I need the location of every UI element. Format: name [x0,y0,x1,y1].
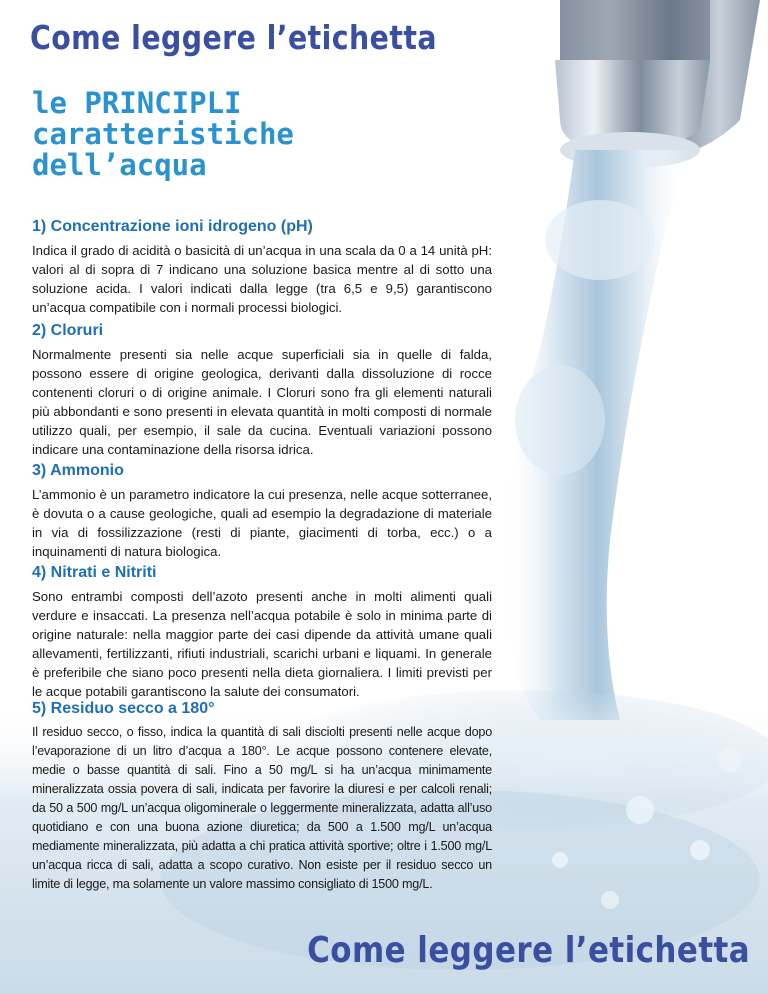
section-cloruri [32,322,492,459]
section-title: 4) Nitrati e Nitriti [32,564,157,581]
section-text: L’ammonio è un parametro indicatore la cui presenza, nelle acque sotterranee, è dovuta o a cause geologiche, quali ad esempio la degradazione di materiale in via di fossilizzazione (resti di piante, giacimenti di torba, ecc.) o a inquinamenti di natura biologica. [32,487,492,559]
section-text: Il residuo secco, o fisso, indica la quantità di sali disciolti presenti nelle acque dopo l’evaporazione di un litro d’acqua a 180°. Le acque possono contenere elevate, medie o basse quantità di sali. Fino a 50 mg/L si ha un’acqua minimamente mineralizzata ossia povera di sali, indicata per favorire la diuresi e per calcoli renali; da 50 a 500 mg/L un’acqua oligominerale o leggermente mineralizzata, adatta all’uso quotidiano e con una buona azione diuretica; da 500 a 1.500 mg/L un’acqua mediamente mineralizzata, più adatta a chi pratica attività sportive; oltre i 1.500 mg/L un’acqua ricca di sali, adatta a scopo curativo. Non esiste per il residuo secco un limite di legge, ma solamente un valore massimo consigliato di 1500 mg/L. [32,725,492,891]
section-ammonio [32,462,492,561]
section-title: 2) Cloruri [32,322,104,339]
section-text: Normalmente presenti sia nelle acque superficiali sia in quelle di falda, possono essere di origine geologica, derivanti dalla dissoluzione di rocce contenenti cloruri o di origine animale. I Cloruri sono fra gli elementi naturali più abbondanti e sono presenti in elevata quantità in molti composti di normale utilizzo quali, per esempio, il sale da cucina. Eventuali variazioni possono indicare una contaminazione della risorsa idrica. [32,347,492,457]
section-title: 1) Concentrazione ioni idrogeno (pH) [32,218,313,235]
section-title: 5) Residuo secco a 180° [32,700,215,717]
section-residuo-secco [32,700,492,894]
heading-line-2: caratteristiche [32,117,294,151]
heading-line-3: dell’acqua [32,148,207,182]
page-title: Come leggere l’etichetta [30,18,437,57]
section-title: 3) Ammonio [32,462,124,479]
heading-line-1: le PRINCIPLI [32,86,242,120]
section-nitrati-nitriti [32,564,492,701]
main-heading [32,88,352,181]
section-ph [32,218,492,317]
footer-title: Come leggere l’etichetta [307,930,750,971]
section-text: Indica il grado di acidità o basicità di un’acqua in una scala da 0 a 14 unità pH: valori al di sopra di 7 indicano una soluzione basica mentre al di sotto una soluzione acida. I valori indicati dalla legge (tra 6,5 e 9,5) garantiscono un’acqua compatibile con i normali processi biologici. [32,243,492,315]
section-text: Sono entrambi composti dell’azoto presenti anche in molti alimenti quali verdure e insaccati. La presenza nell’acqua potabile è solo in minima parte di origine naturale: nella maggior parte dei casi dipende da attività umane quali allevamenti, fertilizzanti, rifiuti industriali, scarichi urbani e liquami. In generale è preferibile che siano poco presenti nella dieta giornaliera. I limiti previsti per le acque potabili garantiscono la salute dei consumatori. [32,589,492,699]
